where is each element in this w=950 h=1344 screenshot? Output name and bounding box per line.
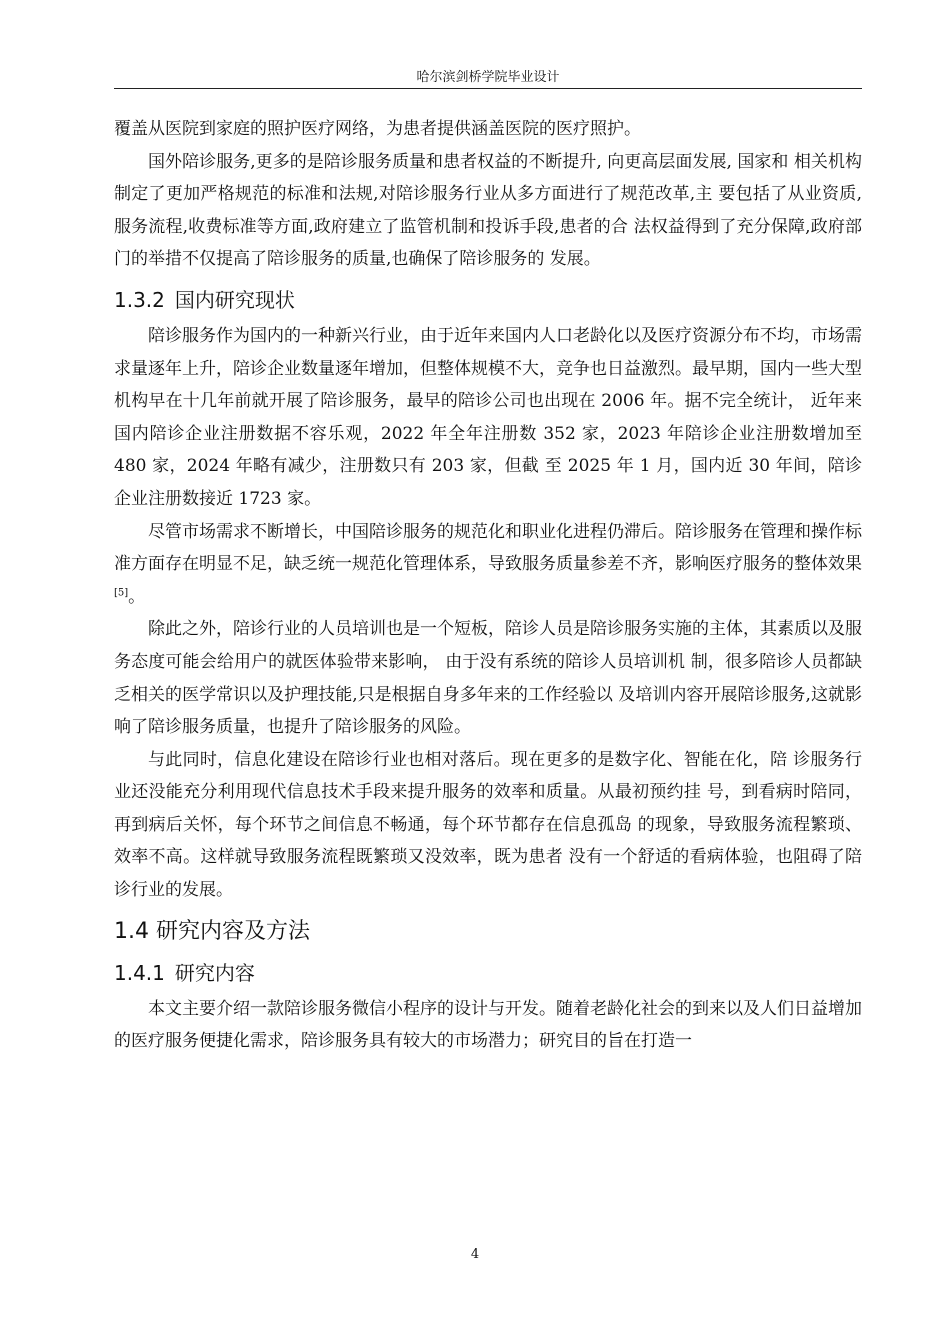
section-title: 研究内容 bbox=[174, 960, 255, 985]
section-number: 1.4.1 bbox=[114, 960, 165, 985]
section-title: 研究内容及方法 bbox=[156, 918, 311, 944]
paragraph-7: 本文主要介绍一款陪诊服务微信小程序的设计与开发。随着老龄化社会的到来以及人们日益增加的医疗服务便捷化需求，陪诊服务具有较大的市场潜力；研究目的旨在打造一 bbox=[114, 998, 862, 1052]
header-title: 哈尔滨剑桥学院毕业设计 bbox=[416, 70, 560, 85]
page-header bbox=[114, 66, 862, 89]
section-number: 1.4 bbox=[114, 918, 149, 944]
section-heading-1-4-1 bbox=[114, 957, 862, 989]
section-title: 国内研究现状 bbox=[174, 287, 295, 312]
paragraph-5: 除此之外，陪诊行业的人员培训也是一个短板，陪诊人员是陪诊服务实施的主体，其素质以及服务态度可能会给用户的就医体验带来影响， 由于没有系统的陪诊人员培训机 制，很多陪诊人员都缺乏相关的医学常识以及护理技能,只是根据自身多年来的工作经验以 及培训内容开展陪诊服务,这就影响了陪诊服务质量，也提升了陪诊服务的风险。 bbox=[114, 619, 862, 738]
section-heading-1-3-2 bbox=[114, 284, 862, 316]
paragraph-3: 陪诊服务作为国内的一种新兴行业，由于近年来国内人口老龄化以及医疗资源分布不均，市场需求量逐年上升，陪诊企业数量逐年增加，但整体规模不大，竞争也日益激烈。最早期，国内一些大型机构早在十几年前就开展了陪诊服务，最早的陪诊公司也出现在 2006 年。据不完全统计， 近年来国内陪诊企业注册数据不容乐观，2022 年全年注册数 352 家，2023 年陪诊企业注册数增加至 480 家，2024 年略有减少，注册数只有 203 家，但截 至 2025 年 1 月，国内近 30 年间，陪诊企业注册数接近 1723 家。 bbox=[114, 325, 862, 509]
paragraph-1: 覆盖从医院到家庭的照护医疗网络，为患者提供涵盖医院的医疗照护。 bbox=[114, 119, 641, 139]
document-body bbox=[114, 113, 862, 1058]
paragraph-4-end: 。 bbox=[128, 586, 146, 607]
paragraph-6: 与此同时，信息化建设在陪诊行业也相对落后。现在更多的是数字化、智能在化，陪 诊服务行业还没能充分利用现代信息技术手段来提升服务的效率和质量。从最初预约挂 号，到看病时陪同，再到病后关怀，每个环节之间信息不畅通，每个环节都存在信息孤岛 的现象，导致服务流程繁琐、效率不高。这样就导致服务流程既繁琐又没效率，既为患者 没有一个舒适的看病体验，也阻碍了陪诊行业的发展。 bbox=[114, 749, 862, 901]
page-number: 4 bbox=[470, 1247, 480, 1262]
paragraph-4 bbox=[114, 516, 862, 614]
section-heading-1-4 bbox=[114, 915, 862, 949]
section-number: 1.3.2 bbox=[114, 287, 165, 312]
paragraph-2: 国外陪诊服务,更多的是陪诊服务质量和患者权益的不断提升, 向更高层面发展, 国家和 相关机构制定了更加严格规范的标准和法规,对陪诊服务行业从多方面进行了规范改革,主 要包括了从业资质,服务流程,收费标准等方面,政府建立了监管机制和投诉手段,患者的合 法权益得到了充分保障,政府部门的举措不仅提高了陪诊服务的质量,也确保了陪诊服务的 发展。 bbox=[114, 151, 862, 270]
paragraph-4-text: 尽管市场需求不断增长，中国陪诊服务的规范化和职业化进程仍滞后。陪诊服务在管理和操作标准方面存在明显不足，缺乏统一规范化管理体系，导致服务质量参差不齐，影响医疗服务的整体效果 bbox=[114, 521, 862, 575]
citation-ref: [5] bbox=[114, 587, 129, 599]
